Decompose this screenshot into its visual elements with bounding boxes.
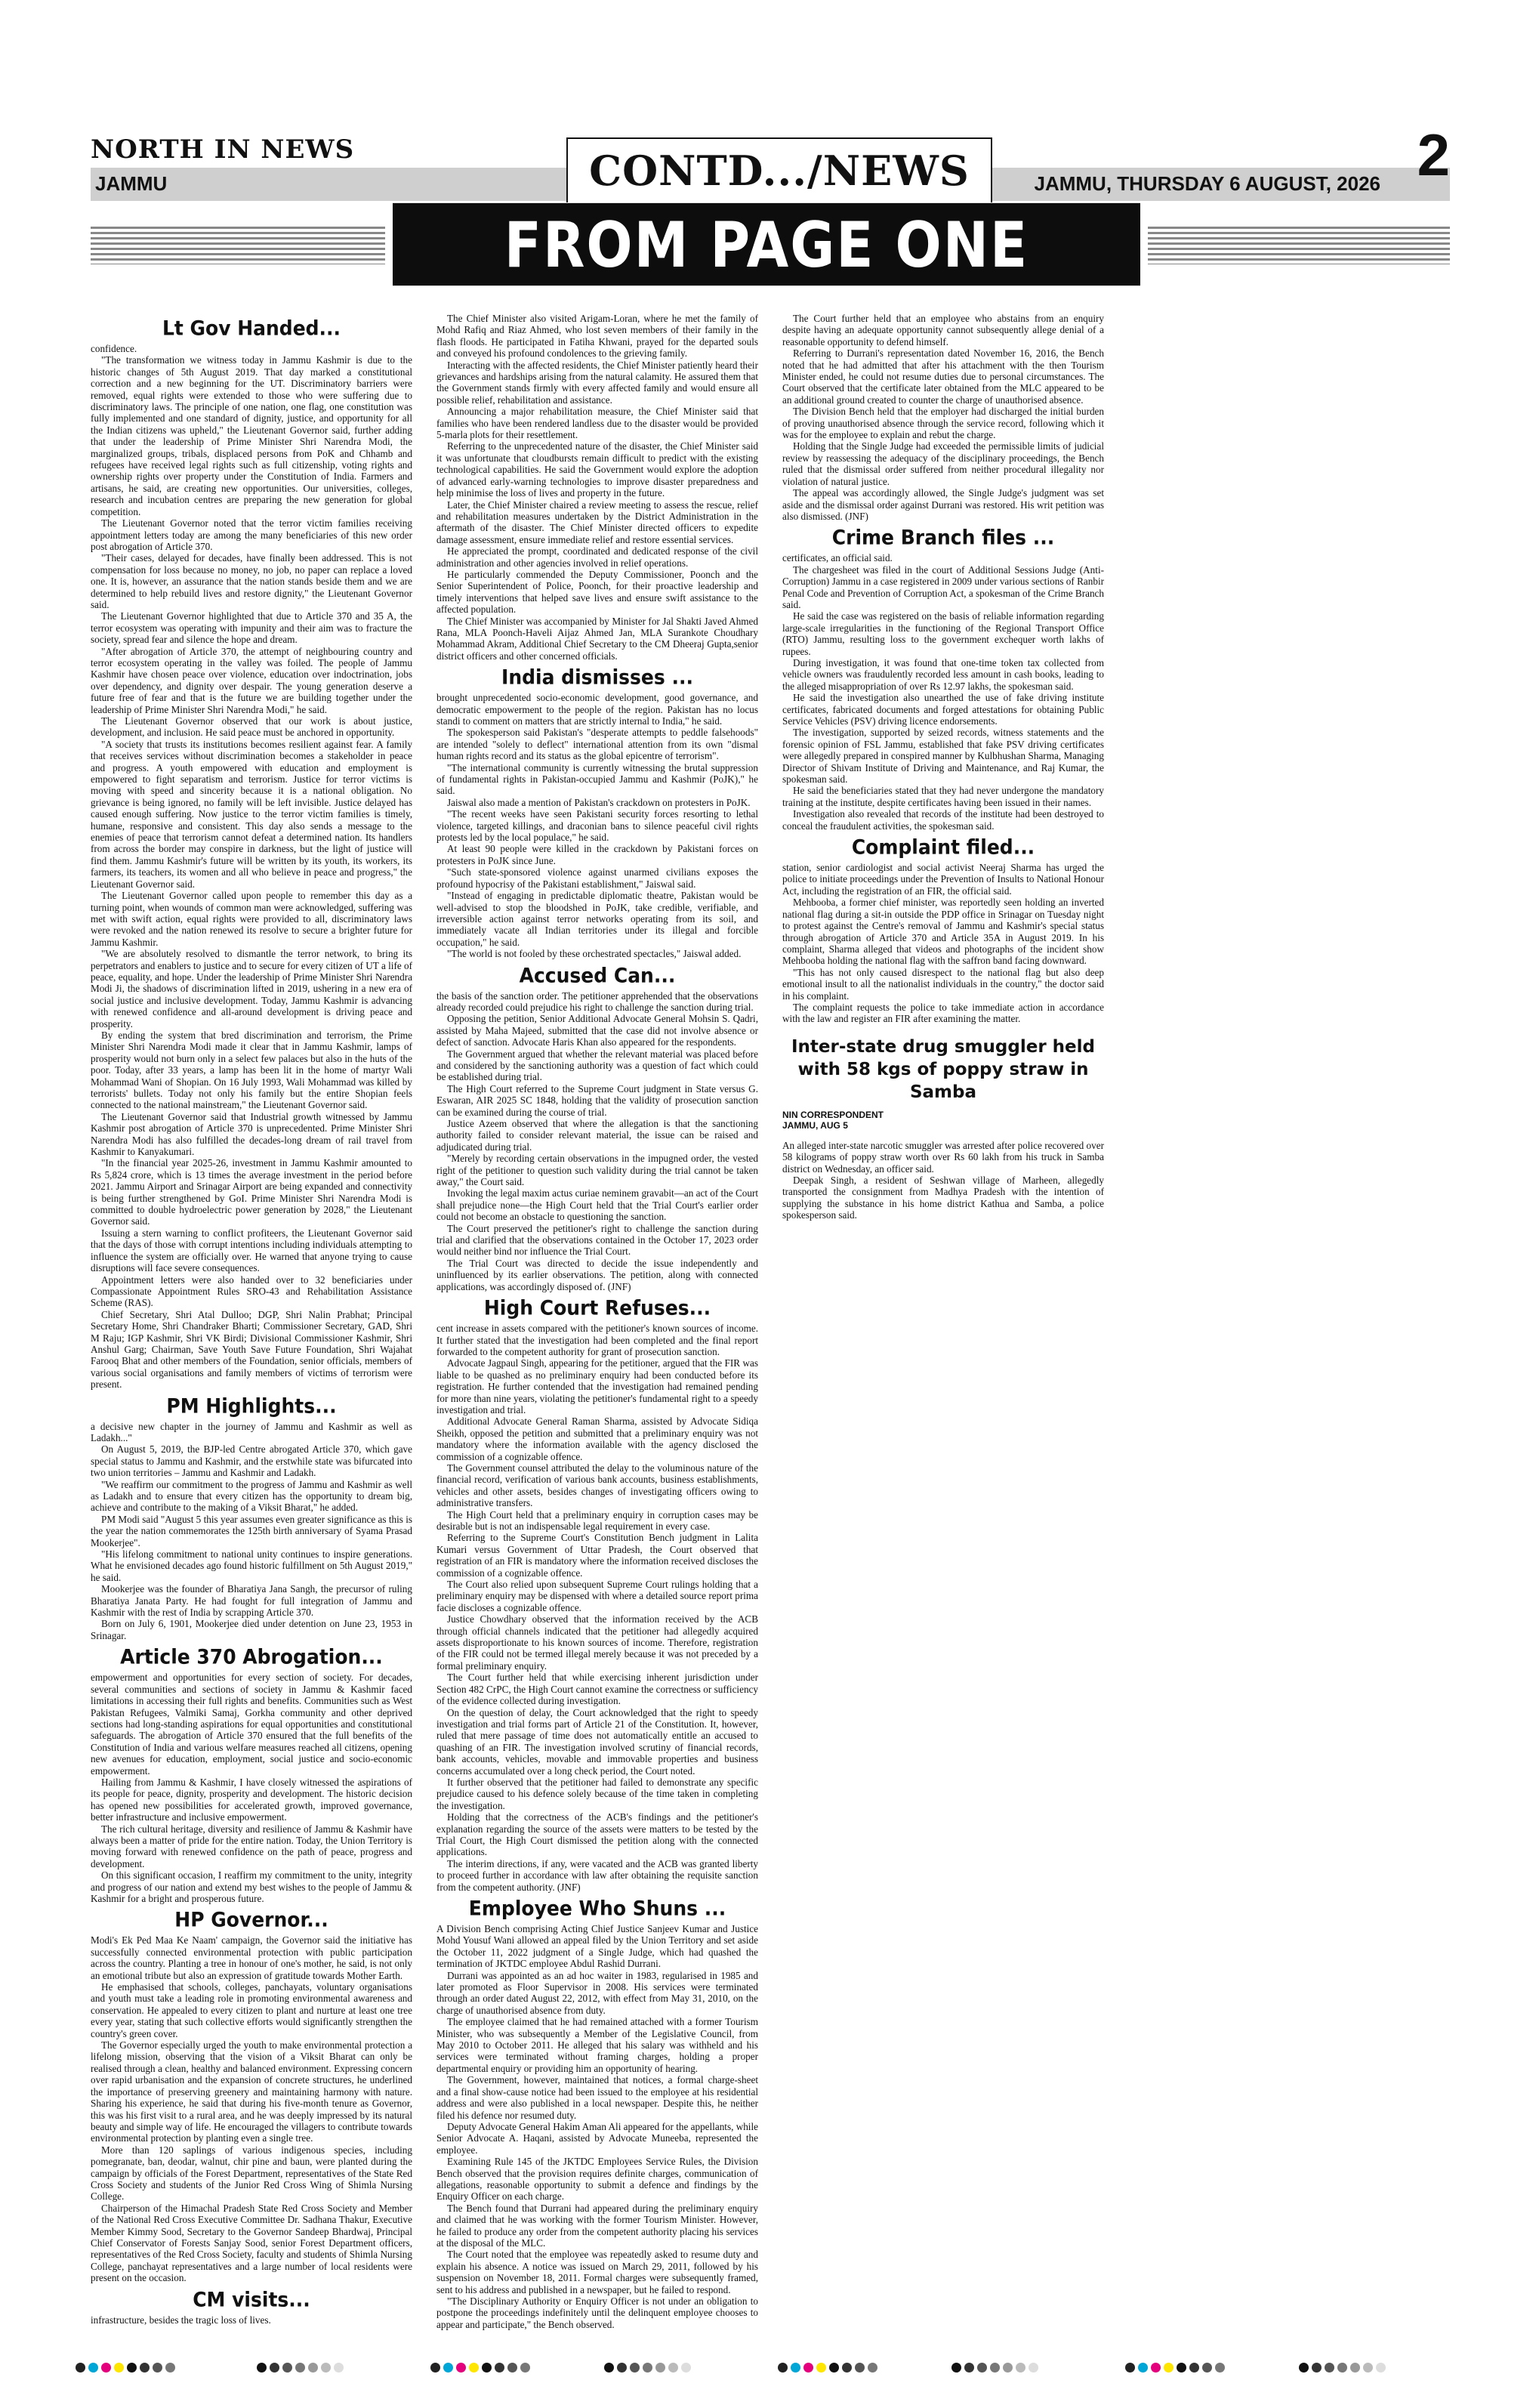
article-paragraph: Appointment letters were also handed over to 32 beneficiaries under Compassionate Appointment Rules SRO-43 and Rehabilitation Assistance Scheme (RAS). <box>91 1273 412 1309</box>
article-paragraph: The Lieutenant Governor highlighted that due to Article 370 and 35 A, the terror ecosystem was operating with impunity and their aim was to fracture the society, spread fear and silence the hope and dream. <box>91 610 412 646</box>
registration-dot <box>334 2363 344 2372</box>
registration-dot <box>964 2363 974 2372</box>
registration-dot <box>990 2363 1000 2372</box>
article-paragraph: confidence. <box>91 343 137 354</box>
registration-dot-group <box>778 2363 877 2372</box>
article <box>91 1909 412 2283</box>
registration-dot-group <box>1299 2363 1386 2372</box>
article-paragraph: The Lieutenant Governor noted that the terror victim families receiving appointment letters today are among the many beneficiaries of this new order post abrogation of Article 370. <box>91 517 412 552</box>
registration-dot <box>495 2363 504 2372</box>
article-paragraph: Examining Rule 145 of the JKTDC Employees Service Rules, the Division Bench observed that the provision requires definite charges, communication of allegations, reasonable opportunity to submit a defence and findings by the Enquiry Officer on each charge. <box>436 2156 758 2203</box>
byline-dateline: JAMMU, AUG 5 <box>782 1119 848 1131</box>
article-paragraph: The Court noted that the employee was repeatedly asked to resume duty and explain his absence. A notice was issued on March 29, 2011, followed by his suspension on November 18, 2011. Formal charges were subsequently framed, sent to his address and published in a newspaper, but he failed to respond. <box>436 2249 758 2295</box>
article-paragraph: Later, the Chief Minister chaired a review meeting to assess the rescue, relief and rehabilitation measures undertaken by the District Administration in the aftermath of the disaster. The Chief Minister directed officers to expedite damage assessment, ensure immediate relief and restore essential services. <box>436 499 758 545</box>
article-paragraph: A Division Bench comprising Acting Chief Justice Sanjeev Kumar and Justice Mohd Yousuf Wani allowed an appeal filed by the Union Territory and set aside the October 11, 2022 judgment of a Single Judge, which had quashed the termination of JKTDC employee Abdul Rashid Durrani. <box>436 1923 758 1970</box>
article <box>436 1297 758 1893</box>
registration-dot-group <box>76 2363 175 2372</box>
registration-dot-group <box>1125 2363 1225 2372</box>
registration-dot <box>140 2363 150 2372</box>
registration-dot <box>1337 2363 1347 2372</box>
article-paragraph: The Court further held that while exercising inherent jurisdiction under Section 482 CrPC, the High Court cannot examine the correctness or sufficiency of the evidence collected during investigation. <box>436 1672 758 1707</box>
article-headline: High Court Refuses... <box>483 1296 711 1320</box>
registration-dot <box>1376 2363 1386 2372</box>
registration-dot <box>655 2363 665 2372</box>
registration-dot <box>1363 2363 1373 2372</box>
article-paragraph: Holding that the Single Judge had exceeded the permissible limits of judicial review by reassessing the adequacy of the disciplinary proceedings, the Bench ruled that the dismissal order suffered from neither procedural illegality nor violation of natural justice. <box>782 440 1104 487</box>
article-paragraph: More than 120 saplings of various indigenous species, including pomegranate, ban, deodar, walnut, chir pine and baun, were planted during the campaign by officials of the Forest Department, representatives of the State Red Cross Society and students of the Junior Red Cross Wing of Shimla Nursing College. <box>91 2144 412 2203</box>
column-2 <box>436 313 758 2337</box>
article <box>782 1036 1104 1221</box>
article-paragraph: Mookerjee was the founder of Bharatiya Jana Sangh, the precursor of ruling Bharatiya Janata Party. He had fought for full integration of Jammu and Kashmir with the rest of India by scrapping Article 370. <box>91 1583 412 1619</box>
article-paragraph: The investigation, supported by seized records, witness statements and the forensic opinion of FSL Jammu, established that fake PSV driving certificates were allegedly prepared in conspired manner by Kulbhushan Sharma, Managing Director of Shivam Institute of Driving and Maintenance, and Raj Kumar, the spokesman said. <box>782 727 1104 786</box>
registration-dot <box>1151 2363 1161 2372</box>
article-continued <box>782 313 1104 522</box>
article-paragraph: The employee claimed that he had remained attached with a former Tourism Minister, who was subsequently a Member of the Legislative Council, from May 2010 to October 2011. He alleged that his salary was withheld and his services were terminated without framing charges, holding a proper departmental enquiry or providing him an opportunity of hearing. <box>436 2016 758 2074</box>
article-paragraph: It further observed that the petitioner had failed to demonstrate any specific prejudice caused to his defence solely because of the time taken in completing the investigation. <box>436 1776 758 1811</box>
registration-dot <box>617 2363 627 2372</box>
article-paragraph: empowerment and opportunities for every section of society. For decades, several communities and sections of society in Jammu & Kashmir faced limitations in accessing their full rights and benefits. Communities such as West Pakistan Refugees, Valmiki Samaj, Gorkha community and other deprived sections had long-standing aspirations for equal opportunities and constitutional safeguards. The abrogation of Article 370 ensured that the full benefits of the Constitution of India and various welfare measures reached all citizens, opening new avenues for education, employment, social justice and socio-economic empowerment. <box>91 1672 412 1777</box>
article-paragraph: Hailing from Jammu & Kashmir, I have closely witnessed the aspirations of its people for peace, dignity, prosperity and development. The historic decision has opened new possibilities for accelerated growth, improved governance, better infrastructure and inclusive empowerment. <box>91 1776 412 1823</box>
article-paragraph: "We reaffirm our commitment to the progress of Jammu and Kashmir as well as Ladakh and to ensure that every citizen has the opportunity to dream big, achieve and contribute to the making of a Viksit Bharat," he added. <box>91 1478 412 1514</box>
article-paragraph: brought unprecedented socio-economic development, good governance, and democratic empowerment to the people of the region. Pakistan has no locus standi to comment on matters that are strictly internal to India," he said. <box>436 692 758 727</box>
article-headline: Employee Who Shuns ... <box>468 1897 726 1920</box>
article-headline: Article 370 Abrogation... <box>120 1645 383 1669</box>
registration-dot <box>643 2363 652 2372</box>
registration-dot <box>1029 2363 1038 2372</box>
column-4 <box>1128 313 1450 2337</box>
article-paragraph: "Such state-sponsored violence against unarmed civilians exposes the profound hypocrisy of the Pakistani establishment," Jaiswal said. <box>436 866 758 890</box>
article-paragraph: The Lieutenant Governor called upon people to remember this day as a turning point, when wounds of common man were acknowledged, suffering was met with swift action, equal rights were provided to all, discriminatory laws were revoked and the nation renewed its resolve to secure a brighter future for Jammu Kashmir. <box>91 890 412 948</box>
registration-dot <box>681 2363 691 2372</box>
banner-rule-right <box>1148 227 1450 264</box>
article-paragraph: The Trial Court was directed to decide the issue independently and uninfluenced by its earlier observations. The petition, along with connected applications, was accordingly disposed of. (JNF) <box>436 1257 758 1292</box>
article-paragraph: The interim directions, if any, were vacated and the ACB was granted liberty to proceed further in accordance with law after obtaining the requisite sanction from the competent authority. (JNF) <box>436 1857 758 1893</box>
article <box>782 836 1104 1025</box>
registration-marks <box>76 2363 1465 2381</box>
article-paragraph: He said the case was registered on the basis of reliable information regarding large-scale irregularities in the functioning of the Regional Transport Office (RTO) Jammu, resulting loss to the government exchequer worth lakhs of rupees. <box>782 610 1104 657</box>
registration-dot <box>282 2363 292 2372</box>
article-paragraph: station, senior cardiologist and social activist Neeraj Sharma has urged the police to initiate proceedings under the Prevention of Insults to National Honour Act, including the registration of an FIR, the official said. <box>782 862 1104 897</box>
article <box>782 526 1104 832</box>
article-paragraph: The Lieutenant Governor observed that our work is about justice, development, and inclusion. He said peace must be anchored in opportunity. <box>91 715 412 739</box>
article-paragraph: The Lieutenant Governor said that Industrial growth witnessed by Jammu Kashmir post abrogation of Article 370 is unprecedented. Prime Minister Shri Narendra Modi has also fulfilled the decades-long dream of rail travel from Kashmir to Kanyakumari. <box>91 1110 412 1158</box>
article-paragraph: An alleged inter-state narcotic smuggler was arrested after police recovered over 58 kilograms of poppy straw worth over Rs 60 lakh from his truck in Samba district on Wednesday, an officer said. <box>782 1139 1104 1175</box>
registration-dot <box>816 2363 826 2372</box>
article-paragraph: "Merely by recording certain observations in the impugned order, the vested right of the petitioner to question such validity during the trial cannot be taken away," the Court said. <box>436 1153 758 1188</box>
newspaper-name: NORTH IN NEWS <box>91 134 355 165</box>
article-paragraph: "A society that trusts its institutions becomes resilient against fear. A family that receives services without discrimination becomes a stakeholder in peace and progress. A youth empowered with education and employment is empowered to fight separatism and terrorism. Justice for terror victims is moving with speed and sincerity because it is a national obligation. No grievance is being ignored, no family will be left invisible. Justice delayed has caused enough suffering. Now justice to the terror victim families is timely, humane, responsive and consistent. This day also sends a message to the enemies of peace that terrorism cannot defeat a determined nation. Its handlers from across the border may conspire in darkness, but the light of justice will find them. Jammu Kashmir's future will be written by its youth, its workers, its farmers, its teachers, its women and all who believe in peace and progress," the Lieutenant Governor said. <box>91 738 412 890</box>
article-paragraph: He appreciated the prompt, coordinated and dedicated response of the civil administration and other agencies involved in relief operations. <box>436 545 758 569</box>
article-paragraph: "Their cases, delayed for decades, have finally been addressed. This is not compensation for loss because no money, no job, no paper can replace a loved one. It is, however, an assurance that the nation stands beside them and we are determined to help rebuild lives and restore dignity," the Lieutenant Governor said. <box>91 552 412 610</box>
masthead <box>91 122 1450 204</box>
article-paragraph: The High Court held that a preliminary enquiry in corruption cases may be desirable but is not an indispensable legal requirement in every case. <box>436 1508 758 1532</box>
article-headline: Complaint filed... <box>851 835 1035 859</box>
article-paragraph: On this significant occasion, I reaffirm my commitment to the unity, integrity and progress of our nation and extend my best wishes to the people of Jammu & Kashmir for a bright and prosperous future. <box>91 1869 412 1904</box>
article-paragraph: The Chief Minister also visited Arigam-Loran, where he met the family of Mohd Rafiq and Riaz Ahmed, who lost seven members of their family in the flash floods. He participated in Fatiha Khwani, prayed for the departed souls and conveyed his profound condolences to the grieving family. <box>436 313 758 360</box>
registration-dot-group <box>430 2363 530 2372</box>
byline-author: NIN CORRESPONDENT <box>782 1109 884 1120</box>
article-paragraph: The spokesperson said Pakistan's "desperate attempts to peddle falsehoods" are intended "solely to deflect" international attention from its own "dismal human rights record and its status as the global epicentre of terrorism". <box>436 727 758 762</box>
registration-dot <box>1003 2363 1013 2372</box>
registration-dot <box>507 2363 517 2372</box>
article-paragraph: Chief Secretary, Shri Atal Dulloo; DGP, Shri Nalin Prabhat; Principal Secretary Home, Shri Chandraker Bharti; Commissioner Secretary, GAD, Shri M Raju; IGP Kashmir, Shri VK Birdi; Divisional Commissioner Kashmir, Shri Anshul Garg; Chairman, Save Youth Save Future Foundation, Shri Wajahat Farooq Bhat and other members of the Foundation, senior officials, members of various social organisations and family members of victims of terrorism were present. <box>91 1308 412 1391</box>
article-paragraph: Interacting with the affected residents, the Chief Minister patiently heard their grievances and hardships arising from the natural calamity. He assured them that the Government stands firmly with every affected family and would ensure all possible relief, rehabilitation and assistance. <box>436 359 758 406</box>
article <box>91 1646 412 1904</box>
article-headline: Crime Branch files ... <box>831 526 1055 550</box>
section-title: CONTD.../NEWS <box>566 137 992 202</box>
article-continued <box>436 313 758 662</box>
registration-dot <box>803 2363 813 2372</box>
page-banner: FROM PAGE ONE <box>393 203 1140 286</box>
article-paragraph: He particularly commended the Deputy Commissioner, Poonch and the Senior Superintendent of Police, Poonch, for their proactive leadership and timely interventions that helped save lives and ensure swift assistance to the affected population. <box>436 568 758 616</box>
article-paragraph: The Governor especially urged the youth to make environmental protection a lifelong mission, observing that the vision of a Viksit Bharat can only be realised through a clean, healthy and balanced environment. Expressing concern over rapid urbanisation and the expansion of concrete structures, he underlined the importance of preserving greenery and maintaining harmony with nature. Sharing his experience, he said that during his five-month tenure as Governor, this was his first visit to a rural area, and he was deeply impressed by its natural beauty and simple way of life. He encouraged the villagers to contribute towards environmental protection by planting even a single tree. <box>91 2039 412 2144</box>
article-headline: Inter-state drug smuggler held with 58 kgs of poppy straw in Samba <box>791 1036 1095 1102</box>
article-paragraph: On the question of delay, the Court acknowledged that the right to speedy investigation and trial forms part of Article 21 of the Constitution. It, however, ruled that mere passage of time does not automatically entitle an accused to quashing of an FIR. The investigation involved scrutiny of financial records, bank accounts, vehicles, movable and immovable properties and business concerns accumulated over a long check period, the Court noted. <box>436 1706 758 1777</box>
article-paragraph: "The recent weeks have seen Pakistani security forces resorting to lethal violence, targeted killings, and draconian bans to silence peaceful civil rights protests led by the local populace," he said. <box>436 808 758 844</box>
registration-dot <box>842 2363 852 2372</box>
registration-dot <box>1177 2363 1186 2372</box>
registration-dot <box>165 2363 175 2372</box>
article-paragraph: Jaiswal also made a mention of Pakistan's crackdown on protesters in PoJK. <box>447 796 751 808</box>
article-paragraph: "The international community is currently witnessing the brutal suppression of fundamental rights in Pakistan-occupied Jammu and Kashmir (PoJK)," he said. <box>436 761 758 797</box>
registration-dot <box>1215 2363 1225 2372</box>
registration-dot <box>868 2363 877 2372</box>
registration-dot <box>114 2363 124 2372</box>
article-paragraph: Modi's Ek Ped Maa Ke Naam' campaign, the Governor said the initiative has successfully connected environmental protection with public participation across the country. Planting a tree in honour of one's mother, he said, is not only an emotional tribute but also an expression of gratitude towards Mother Earth. <box>91 1934 412 1981</box>
article <box>91 317 412 1391</box>
article-headline: Accused Can... <box>519 963 676 987</box>
article-paragraph: "The world is not fooled by these orchestrated spectacles," Jaiswal added. <box>447 948 742 960</box>
article <box>91 1395 412 1642</box>
page-number: 2 <box>1417 122 1450 188</box>
article <box>436 1897 758 2330</box>
article <box>436 666 758 959</box>
article-paragraph: "The transformation we witness today in Jammu Kashmir is due to the historic changes of 5th August 2019. That day marked a constitutional correction and a new beginning for the UT. Discriminatory barriers were removed, equal rights were extended to those who were suffering due to discriminatory laws. The principle of one nation, one flag, one constitution was fully implemented and one standard of dignity, justice, and opportunity for all the Indian citizens was upheld," the Lieutenant Governor said, further adding that under the leadership of Prime Minister Shri Narendra Modi, the marginalized groups, tribals, displaced persons from PoK and Chhamb and refugees have received legal rights such as full citizenship, voting rights and ownership rights over property under the Constitution of India. Farmers and artisans, he said, are creating new opportunities. Our universities, colleges, research and incubation centres are preparing the new generation for global competition. <box>91 354 412 517</box>
column-1 <box>91 313 412 2337</box>
article-paragraph: PM Modi said "August 5 this year assumes even greater significance as this is the year the nation commemorates the 125th birth anniversary of Syama Prasad Mookerjee". <box>91 1513 412 1548</box>
registration-dot <box>977 2363 987 2372</box>
registration-dot <box>604 2363 614 2372</box>
article-paragraph: The Division Bench held that the employer had discharged the initial burden of proving unauthorised absence through the service record, following which it was for the employee to explain and rebut the charge. <box>782 406 1104 441</box>
registration-dot <box>127 2363 137 2372</box>
article-paragraph: The Court further held that an employee who abstains from an enquiry despite having an adequate opportunity cannot subsequently allege denial of a reasonable opportunity to defend himself. <box>782 313 1104 347</box>
article-paragraph: At least 90 people were killed in the crackdown by Pakistani forces on protesters in PoJK since June. <box>436 843 758 866</box>
article-paragraph: The complaint requests the police to take immediate action in accordance with the law and register an FIR after examining the matter. <box>782 1001 1104 1025</box>
registration-dot <box>1312 2363 1322 2372</box>
article-paragraph: Additional Advocate General Raman Sharma, assisted by Advocate Sidiqa Sheikh, opposed the petition and submitted that a preliminary enquiry was not mandatory where the information available with the agency disclosed the commission of a cognizable offence. <box>436 1415 758 1462</box>
registration-dot <box>520 2363 530 2372</box>
article-headline: PM Highlights... <box>166 1394 337 1418</box>
article-paragraph: infrastructure, besides the tragic loss of lives. <box>91 2314 271 2326</box>
article-paragraph: The rich cultural heritage, diversity and resilience of Jammu & Kashmir have always been a matter of pride for the entire nation. Today, the Union Territory is moving forward with renewed confidence on the path of peace, progress and development. <box>91 1823 412 1869</box>
registration-dot <box>321 2363 331 2372</box>
registration-dot <box>153 2363 162 2372</box>
article-paragraph: He said the beneficiaries stated that they had never undergone the mandatory training at the institute, despite certificates having been issued in their names. <box>782 785 1104 808</box>
registration-dot <box>1138 2363 1148 2372</box>
registration-dot <box>1016 2363 1025 2372</box>
article-headline: Lt Gov Handed... <box>162 316 341 340</box>
article-paragraph: The Bench found that Durrani had appeared during the preliminary enquiry and claimed that he was working with the former Tourism Minister. However, he failed to produce any order from the competent authority placing his services at the disposal of the MLC. <box>436 2202 758 2249</box>
article-paragraph: Referring to the Supreme Court's Constitution Bench judgment in Lalita Kumari versus Government of Uttar Pradesh, the Court observed that registration of an FIR is mandatory where the information received discloses the commission of a cognizable offence. <box>436 1532 758 1579</box>
registration-dot-group <box>257 2363 344 2372</box>
article-paragraph: Mehbooba, a former chief minister, was reportedly seen holding an inverted national flag during a sit-in outside the PDP office in Srinagar on Tuesday night to protest against the Centre's removal of Jammu and Kashmir's special status through abrogation of Article 370 and Article 35A in August 2019. In his complaint, Sharma alleged that videos and photographs of the incident show Mehbooba holding the national flag with the saffron band facing downward. <box>782 897 1104 967</box>
registration-dot <box>430 2363 440 2372</box>
article-paragraph: "We are absolutely resolved to dismantle the terror network, to bring its perpetrators and enablers to justice and to secure for every citizen of UT a life of peace, equality, and hope. Under the leadership of Prime Minister Shri Narendra Modi Ji, the shadows of discrimination lifted in 2019, ushering in a new era of social justice and inclusive development. Today, Jammu Kashmir is advancing with renewed confidence and all-around development is driving peace and prosperity. <box>91 948 412 1030</box>
article-paragraph: Justice Azeem observed that where the allegation is that the sanctioning authority failed to consider relevant material, the issue can be raised and adjudicated during trial. <box>436 1118 758 1153</box>
article-headline: India dismisses ... <box>501 665 693 689</box>
registration-dot <box>76 2363 85 2372</box>
masthead-city: JAMMU <box>95 172 168 195</box>
registration-dot-group <box>951 2363 1038 2372</box>
article-paragraph: Referring to Durrani's representation dated November 16, 2016, the Bench noted that he had admitted that after his attachment with the then Tourism Minister ended, he could not resume duties due to personal circumstances. The Court observed that the certificate later obtained from the MLC appeared to be an additional ground created to counter the charge of unauthorised absence. <box>782 347 1104 406</box>
article-paragraph: the basis of the sanction order. The petitioner apprehended that the observations already recorded could prejudice his right to challenge the sanction during trial. <box>436 989 758 1013</box>
article-paragraph: Issuing a stern warning to conflict profiteers, the Lieutenant Governor said that the days of those with corrupt intentions including individuals attempting to influence the system are officially over. He warned that anyone trying to cause disruptions will face severe consequences. <box>91 1227 412 1274</box>
article-paragraph: The Government argued that whether the relevant material was placed before and considered by the sanctioning authority was a question of fact which could be established during trial. <box>436 1048 758 1083</box>
article-paragraph: Investigation also revealed that records of the institute had been destroyed to conceal the fraudulent activities, the spokesman said. <box>782 808 1104 832</box>
registration-dot <box>270 2363 279 2372</box>
registration-dot <box>1299 2363 1309 2372</box>
registration-dot-group <box>604 2363 691 2372</box>
article-paragraph: cent increase in assets compared with the petitioner's known sources of income. It further stated that the investigation had been completed and the final report forwarded to the competent authority for grant of prosecution sanction. <box>436 1323 758 1357</box>
registration-dot <box>456 2363 466 2372</box>
article-paragraph: On August 5, 2019, the BJP-led Centre abrogated Article 370, which gave special status to Jammu and Kashmir, and the erstwhile state was bifurcated into two union territories – Jammu and Kashmir and Ladakh. <box>91 1443 412 1479</box>
article-paragraph: He emphasised that schools, colleges, panchayats, voluntary organisations and youth must take a leading role in promoting environmental awareness and conservation. He appealed to every citizen to plant and nurture at least one tree every year, stating that such collective efforts would significantly strengthen the country's green cover. <box>91 1981 412 2039</box>
article-paragraph: Holding that the correctness of the ACB's findings and the petitioner's explanation regarding the source of the assets were matters to be tested by the Trial Court, the High Court dismissed the petition along with the connected applications. <box>436 1811 758 1858</box>
article-headline: HP Governor... <box>174 1908 328 1932</box>
article-headline: CM visits... <box>193 2287 310 2311</box>
registration-dot <box>1202 2363 1212 2372</box>
article-paragraph: "The Disciplinary Authority or Enquiry Officer is not under an obligation to postpone the proceedings indefinitely until the delinquent employee chooses to appear and participate," the Bench observed. <box>436 2295 758 2330</box>
registration-dot <box>469 2363 479 2372</box>
registration-dot <box>951 2363 961 2372</box>
registration-dot <box>1164 2363 1174 2372</box>
article-paragraph: "His lifelong commitment to national unity continues to inspire generations. What he envisioned decades ago found historic fulfillment on 5th August 2019," he said. <box>91 1548 412 1583</box>
article-paragraph: Chairperson of the Himachal Pradesh State Red Cross Society and Member of the National Red Cross Executive Committee Dr. Sadhana Thakur, Executive Member Kimmy Sood, Secretary to the Governor Sandeep Bhardwaj, Principal Chief Conservator of Forests Sanjay Sood, senior Forest Department officers, representatives of the Red Cross Society, faculty and students of Shimla Nursing College, panchayat representatives and a large number of local residents were present on the occasion. <box>91 2202 412 2284</box>
article-paragraph: Invoking the legal maxim actus curiae neminem gravabit—an act of the Court shall prejudice none—the High Court held that the Trial Court's earlier order could not become an obstacle to questioning the sanction. <box>436 1187 758 1223</box>
article-paragraph: The chargesheet was filed in the court of Additional Sessions Judge (Anti-Corruption) Jammu in a case registered in 2009 under various sections of Ranbir Penal Code and Prevention of Corruption Act, a spokesman of the Crime Branch said. <box>782 563 1104 610</box>
registration-dot <box>1125 2363 1135 2372</box>
article-paragraph: By ending the system that bred discrimination and terrorism, the Prime Minister Shri Narendra Modi made it clear that in Jammu Kashmir, lamps of prosperity would not burn only in a select few palaces but also in the huts of the poor. Today, after 33 years, a lamp has been lit in the home of martyr Wali Mohammad Wani of Shopian. On 16 July 1993, Wali Mohammad was killed by terrorists' bullets. Today not only his family but the entire Shopian feels connected to the national mainstream," the Lieutenant Governor said. <box>91 1029 412 1111</box>
article-paragraph: Deputy Advocate General Hakim Aman Ali appeared for the appellants, while Senior Advocate A. Haqani, assisted by Advocate Muneeba, represented the employee. <box>436 2120 758 2156</box>
article-paragraph: "This has not only caused disrespect to the national flag but also deep emotional insult to all the nationalist individuals in the country," the doctor said in his complaint. <box>782 966 1104 1002</box>
article <box>436 965 758 1293</box>
registration-dot <box>668 2363 678 2372</box>
registration-dot <box>1350 2363 1360 2372</box>
registration-dot <box>295 2363 305 2372</box>
registration-dot <box>855 2363 865 2372</box>
article-paragraph: The appeal was accordingly allowed, the Single Judge's judgment was set aside and the dismissal order against Durrani was restored. His writ petition was also dismissed. (JNF) <box>782 487 1104 522</box>
registration-dot <box>1325 2363 1334 2372</box>
column-3 <box>782 313 1104 2337</box>
registration-dot <box>443 2363 453 2372</box>
article-paragraph: Durrani was appointed as an ad hoc waiter in 1983, regularised in 1985 and later promoted as Floor Supervisor in 2008. His services were terminated through an order dated August 22, 2012, with effect from May 31, 2010, on the charge of unauthorised absence from duty. <box>436 1969 758 2016</box>
article-paragraph: The High Court referred to the Supreme Court judgment in State versus G. Eswaran, AIR 2025 SC 1848, holding that the validity of prosecution sanction can be examined during the course of trial. <box>436 1082 758 1118</box>
registration-dot <box>829 2363 839 2372</box>
article-paragraph: The Chief Minister was accompanied by Minister for Jal Shakti Javed Ahmed Rana, MLA Poonch-Haveli Aijaz Ahmed Jan, MLA Surankote Choudhary Mohammad Akram, Additional Chief Secretary to the CM Dheeraj Gupta,senior district officers and other concerned officials. <box>436 615 758 662</box>
registration-dot <box>88 2363 98 2372</box>
article-paragraph: Opposing the petition, Senior Additional Advocate General Mohsin S. Qadri, assisted by Maha Majeed, submitted that the case did not involve absence or defect of sanction. Advocate Haris Khan also appeared for the respondents. <box>436 1013 758 1048</box>
registration-dot <box>308 2363 318 2372</box>
article-paragraph: He said the investigation also unearthed the use of fake driving institute certificates, fabricated documents and forged attestations for obtaining Public Service Vehicles (PSV) driving licence endorsements. <box>782 692 1104 727</box>
article-paragraph: The Court also relied upon subsequent Supreme Court rulings holding that a preliminary enquiry may be dispensed with where a detailed source report prima facie discloses a cognizable offence. <box>436 1579 758 1613</box>
article-paragraph: Announcing a major rehabilitation measure, the Chief Minister said that families who have been rendered landless due to the disaster would be provided 5-marla plots for their resettlement. <box>436 406 758 441</box>
registration-dot <box>630 2363 640 2372</box>
article-paragraph: Advocate Jagpaul Singh, appearing for the petitioner, argued that the FIR was liable to be quashed as no preliminary enquiry had been conducted before its registration. He further contended that the investigation had remained pending for more than nine years, violating the petitioner's fundamental right to a speedy investigation and trial. <box>436 1357 758 1415</box>
article-paragraph: Deepak Singh, a resident of Seshwan village of Marheen, allegedly transported the consignment from Madhya Pradesh with the intention of supplying the substance in his home district Kathua and Samba, a police spokesperson said. <box>782 1174 1104 1221</box>
article-byline <box>782 1110 1104 1131</box>
registration-dot <box>1189 2363 1199 2372</box>
banner-rule-left <box>91 227 385 264</box>
article-paragraph: "Instead of engaging in predictable diplomatic theatre, Pakistan would be well-advised to stop the bloodshed in PoJK, take credible, verifiable, and irreversible action against terror networks operating from its soil, and immediately vacate all Indian territories under its illegal and forcible occupation," he said. <box>436 890 758 948</box>
masthead-dateline: JAMMU, THURSDAY 6 AUGUST, 2026 <box>1034 172 1380 195</box>
article-paragraph: a decisive new chapter in the journey of Jammu and Kashmir as well as Ladakh..." <box>91 1420 412 1443</box>
article-paragraph: The Government counsel attributed the delay to the voluminous nature of the financial record, verification of various bank accounts, business establishments, vehicles and other assets, besides changes of investigating officers owing to administrative transfers. <box>436 1462 758 1509</box>
registration-dot <box>101 2363 111 2372</box>
article-paragraph: Justice Chowdhary observed that the information received by the ACB through official channels indicated that the petitioner had allegedly acquired assets disproportionate to his known sources of income. Therefore, registration of the FIR could not be termed illegal merely because it was not preceded by a formal preliminary enquiry. <box>436 1613 758 1672</box>
registration-dot <box>791 2363 800 2372</box>
article-paragraph: "After abrogation of Article 370, the attempt of neighbouring country and terror ecosystem operating in the valley was foiled. The people of Jammu Kashmir have chosen peace over violence, education over indoctrination, jobs over dependency, and dignity over despair. The young generation deserve a future free of fear and that is the future we are building together under the leadership of Prime Minister Shri Narendra Modi," he said. <box>91 645 412 715</box>
article <box>91 2289 412 2326</box>
registration-dot <box>778 2363 788 2372</box>
article-paragraph: The Court preserved the petitioner's right to challenge the sanction during trial and clarified that the observations contained in the October 17, 2023 order would neither bind nor influence the Trial Court. <box>436 1222 758 1258</box>
article-paragraph: During investigation, it was found that one-time token tax collected from vehicle owners was fraudulently recorded less amount in cash books, leading to the alleged misappropriation of over Rs 12.97 lakhs, the spokesman said. <box>782 656 1104 692</box>
article-paragraph: The Government, however, maintained that notices, a formal charge-sheet and a final show-cause notice had been issued to the employee at his residential address and were also published in a local newspaper. Despite this, he neither filed his defence nor resumed duty. <box>436 2074 758 2121</box>
article-paragraph: Born on July 6, 1901, Mookerjee died under detention on June 23, 1953 in Srinagar. <box>91 1618 412 1641</box>
registration-dot <box>482 2363 492 2372</box>
article-paragraph: certificates, an official said. <box>782 552 893 564</box>
registration-dot <box>257 2363 267 2372</box>
article-paragraph: "In the financial year 2025-26, investment in Jammu Kashmir amounted to Rs 5,824 crore, which is 13 times the average investment in the period before 2021. Jammu Airport and Srinagar Airport are being expanded and connectivity is being further strengthened by GoI. Prime Minister Shri Narendra Modi is committed to double hydroelectric power generation by 2028," the Lieutenant Governor said. <box>91 1157 412 1227</box>
article-paragraph: Referring to the unprecedented nature of the disaster, the Chief Minister said it was unfortunate that cloudbursts remain difficult to predict with the existing technological capabilities. He said the Government would explore the adoption of advanced early-warning technologies to improve disaster preparedness and help minimise the loss of lives and property in the future. <box>436 440 758 499</box>
